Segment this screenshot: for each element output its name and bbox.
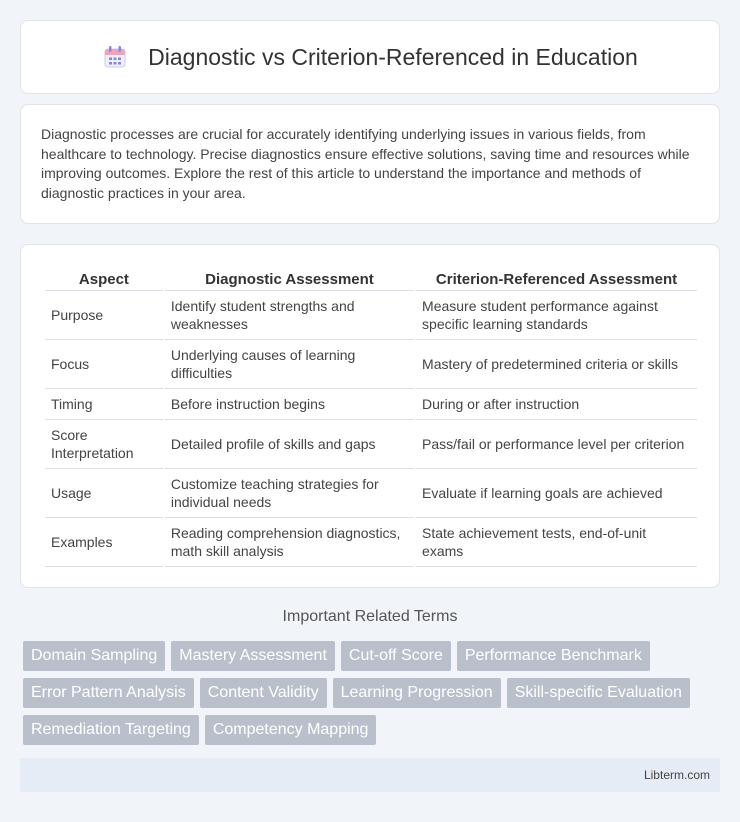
footer-site-link[interactable]: Libterm.com [643, 768, 710, 782]
row-diagnostic: Customize teaching strategies for individual needs [165, 469, 414, 518]
row-criterion: Mastery of predetermined criteria or skills [416, 340, 697, 389]
row-aspect: Examples [45, 518, 163, 567]
related-terms-list [23, 641, 723, 745]
tag-content-validity[interactable]: Content Validity [200, 678, 327, 708]
row-diagnostic: Identify student strengths and weaknesses [165, 291, 414, 340]
table-row [45, 518, 697, 567]
tag-domain-sampling[interactable]: Domain Sampling [23, 641, 165, 671]
row-aspect: Focus [45, 340, 163, 389]
comparison-table [43, 265, 699, 567]
table-header-row [45, 265, 697, 291]
row-diagnostic: Detailed profile of skills and gaps [165, 420, 414, 469]
tag-mastery-assessment[interactable]: Mastery Assessment [171, 641, 335, 671]
table-row [45, 420, 697, 469]
row-aspect: Score Interpretation [45, 420, 163, 469]
row-aspect: Timing [45, 389, 163, 420]
tag-competency-mapping[interactable]: Competency Mapping [205, 715, 377, 745]
page-title: Diagnostic vs Criterion-Referenced in Education [148, 43, 638, 70]
table-row [45, 340, 697, 389]
row-criterion: Evaluate if learning goals are achieved [416, 469, 697, 518]
tag-error-pattern-analysis[interactable]: Error Pattern Analysis [23, 678, 194, 708]
table-row [45, 469, 697, 518]
tag-skill-specific-evaluation[interactable]: Skill-specific Evaluation [507, 678, 690, 708]
tag-remediation-targeting[interactable]: Remediation Targeting [23, 715, 199, 745]
tag-cut-off-score[interactable]: Cut-off Score [341, 641, 451, 671]
header-diagnostic: Diagnostic Assessment [165, 265, 414, 291]
tag-performance-benchmark[interactable]: Performance Benchmark [457, 641, 650, 671]
footer [20, 758, 720, 792]
table-row [45, 389, 697, 420]
row-aspect: Usage [45, 469, 163, 518]
row-criterion: Pass/fail or performance level per criterion [416, 420, 697, 469]
table-row [45, 291, 697, 340]
calendar-icon [102, 44, 128, 70]
row-criterion: During or after instruction [416, 389, 697, 420]
header-criterion: Criterion-Referenced Assessment [416, 265, 697, 291]
row-diagnostic: Before instruction begins [165, 389, 414, 420]
tag-learning-progression[interactable]: Learning Progression [333, 678, 501, 708]
row-diagnostic: Reading comprehension diagnostics, math skill analysis [165, 518, 414, 567]
header-card [20, 20, 720, 94]
header-aspect: Aspect [45, 265, 163, 291]
related-terms-title: Important Related Terms [282, 608, 458, 625]
comparison-table-card [20, 244, 720, 588]
row-criterion: State achievement tests, end-of-unit exams [416, 518, 697, 567]
row-diagnostic: Underlying causes of learning difficulties [165, 340, 414, 389]
intro-text: Diagnostic processes are crucial for accurately identifying underlying issues in various fields, from healthcare to technology. Precise diagnostics ensure effective solutions, saving time and resources while improving outcomes. Explore the rest of this article to understand the importance and methods of diagnostic practices in your area. [41, 126, 690, 201]
row-aspect: Purpose [45, 291, 163, 340]
intro-card [20, 104, 720, 224]
row-criterion: Measure student performance against specific learning standards [416, 291, 697, 340]
